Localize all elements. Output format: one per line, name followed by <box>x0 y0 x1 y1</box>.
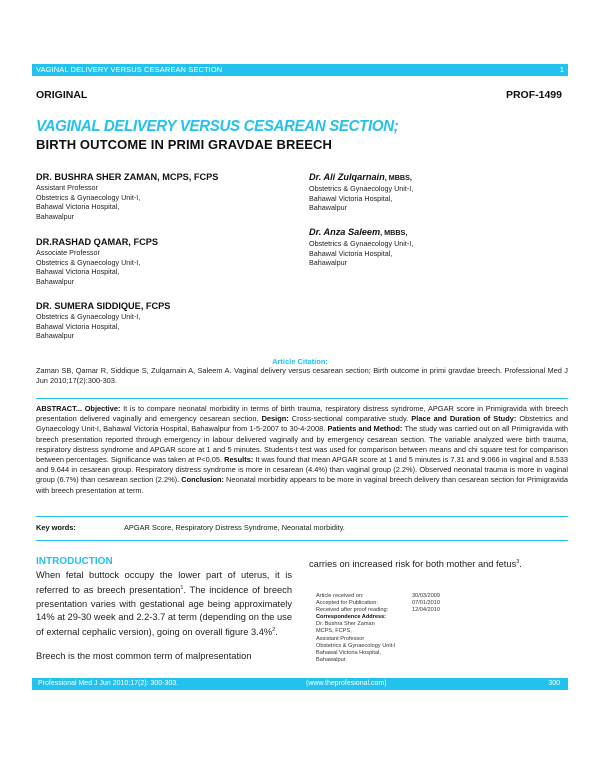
correspondence-line: Assistant Professor <box>316 635 365 642</box>
body-text: carries on increased risk for both mother and fetus <box>309 559 517 570</box>
divider <box>36 516 568 517</box>
patients-label: Patients and Method: <box>327 424 403 434</box>
author-degree: , MCPS, FCPS <box>157 172 219 182</box>
keywords-label: Key words: <box>36 523 76 532</box>
intro-paragraph-2: Breech is the most common term of malpresentation <box>36 651 252 661</box>
author-degree: , FCPS <box>140 301 171 311</box>
author-affil-line: Obstetrics & Gynaecology Unit-I, <box>36 257 141 267</box>
abstract-place: Obstetrics and Gynaecology Unit-I, Bahawal Victoria Hospital, Bahawalpur from 1-5-2007 to 30-4-2008. <box>36 414 569 434</box>
section-heading-introduction: INTRODUCTION <box>36 556 113 567</box>
abstract-patients: The study was carried out on all Primigravida with breech presentation reported through emergency in labour delivered vaginally and by emergency cesarean section. The variable analyzed were birth trauma, respiratory distress syndrome and APGAR score at 1 and 5 minutes. Students-t test was used for comparison between means and chi square test for comparison between percentages. Significance was taken at P<0.05. <box>36 424 568 465</box>
author-name: DR.RASHAD QAMAR <box>36 237 129 247</box>
abstract-label: ABSTRACT... Objective: <box>36 404 121 413</box>
reference-mark: 1 <box>180 585 184 592</box>
correspondence-box <box>316 593 548 664</box>
intro-paragraph-1 <box>36 569 292 640</box>
divider <box>36 398 568 399</box>
running-title: VAGINAL DELIVERY VERSUS CESAREAN SECTION <box>36 65 223 74</box>
author-affil-line: Bahawal Victoria Hospital, <box>309 248 393 258</box>
footer-page-number: 300 <box>548 680 560 687</box>
divider <box>36 540 568 541</box>
footer-website: (www.theprofesional.com) <box>306 680 387 687</box>
accepted-label: Accepted for Publication: <box>316 600 378 607</box>
abstract-design: Cross-sectional comparative study. <box>288 414 412 424</box>
author-block-3 <box>36 300 170 341</box>
author-affil-line: Bahawal Victoria Hospital, <box>36 202 120 212</box>
correspondence-line: Bahawalpur <box>316 656 346 663</box>
abstract-objective: It is to compare neonatal morbidity in terms of birth trauma, respiratory distress syndrome, APGAR score in Primigravida with breech presentation delivered vaginally and emergency cesarean section. <box>36 404 568 424</box>
article-subtitle: BIRTH OUTCOME IN PRIMI GRAVDAE BREECH <box>36 137 332 152</box>
author-name: DR. BUSHRA SHER ZAMAN <box>36 172 158 182</box>
author-block-4 <box>309 171 413 213</box>
author-affil-line: Bahawal Victoria Hospital, <box>309 193 393 203</box>
author-affil-line: Obstetrics & Gynaecology Unit-I, <box>36 312 141 321</box>
article-type: ORIGINAL <box>36 89 88 101</box>
conclusion-label: Conclusion: <box>181 475 224 485</box>
running-header-bar <box>32 64 568 76</box>
author-degree: , FCPS <box>128 237 158 247</box>
author-block-1 <box>36 171 218 221</box>
correspondence-line: Dr. Bushra Sher Zaman <box>316 621 375 628</box>
accepted-date: 07/01/2010 <box>412 600 440 607</box>
design-label: Design: <box>261 414 289 424</box>
abstract <box>36 404 568 496</box>
page-mark: 1 <box>559 65 564 74</box>
reference-mark: 3 <box>516 559 520 565</box>
proof-date: 12/04/2010 <box>412 607 440 614</box>
article-code: PROF-1499 <box>505 89 562 101</box>
citation-text: Zaman SB, Qamar R, Siddique S, Zulqarnain A, Saleem A. Vaginal delivery versus cesarean section; Birth outcome in primi gravdae breech. Professional Med J Jun 2010;17(2):300-303. <box>36 366 568 385</box>
proof-label: Received after proof reading: <box>316 607 389 614</box>
footer-journal: Professional Med J Jun 2010;17(2): 300-303. <box>38 680 179 687</box>
correspondence-line: MCPS, FCPS, <box>316 628 352 635</box>
body-text: . <box>519 559 522 570</box>
received-label: Article received on: <box>316 593 364 599</box>
keywords-text: APGAR Score, Respiratory Distress Syndrome, Neonatal morbidity. <box>124 523 345 532</box>
author-affil-line: Obstetrics & Gynaecology Unit-I, <box>36 192 141 202</box>
author-name: Dr. Anza Saleem <box>309 227 381 237</box>
author-affil-line: Bahawalpur <box>309 258 347 268</box>
correspondence-line: Bahawal Victoria Hospital, <box>316 649 381 656</box>
intro-text: . The incidence of breech presentation varies with gestational age being approximately 14% at 29-30 week and 2.2-3.7 at term (depending on the use of external cephalic version), going on overall figure 3.4% <box>36 585 292 638</box>
author-block-5 <box>309 226 413 268</box>
author-name: DR. SUMERA SIDDIQUE <box>36 301 141 311</box>
results-label: Results: <box>224 455 254 465</box>
abstract-results: It was found that mean APGAR score at 1 and 5 minutes is 7.31 and 9.066 in vaginal and 8.533 and 9.644 in cesarean group. Respiratory distress syndrome is more in cesarean (4.4%) than vaginal group (2.2%). Observed neonatal trauma is more in vaginal group (6.7%) than cesarean section (2.2%). <box>36 455 568 485</box>
author-affil-line: Bahawalpur <box>36 331 74 341</box>
article-title: VAGINAL DELIVERY VERSUS CESAREAN SECTION; <box>36 117 399 136</box>
author-affil-line: Bahawal Victoria Hospital, <box>36 321 120 331</box>
abstract-conclusion: Neonatal morbidity appears to be more in vaginal breech delivery than cesarean section for Primigravida with breech presentation at term. <box>36 475 568 495</box>
received-date: 30/03/2009 <box>412 593 440 599</box>
correspondence-heading: Correspondence Address: <box>316 614 387 621</box>
author-affil-line: Obstetrics & Gynaecology Unit-I, <box>309 184 414 193</box>
citation-heading: Article Citation: <box>272 357 328 366</box>
author-name: Dr. Ali Zulqarnain <box>309 172 385 182</box>
author-block-2 <box>36 236 158 286</box>
author-affil-line: Assistant Professor <box>36 183 98 192</box>
reference-mark: 2 <box>272 627 276 634</box>
place-label: Place and Duration of Study: <box>411 414 517 424</box>
author-affil-line: Bahawalpur <box>36 211 74 221</box>
author-affil-line: Obstetrics & Gynaecology Unit-I, <box>309 239 414 248</box>
intro-text: . <box>275 627 278 638</box>
footer-bar <box>32 678 568 690</box>
author-affil-line: Associate Professor <box>36 248 100 257</box>
intro-text: When fetal buttock occupy the lower part of uterus, it is referred to as breech presentation <box>36 570 292 596</box>
author-affil-line: Bahawalpur <box>36 276 74 286</box>
correspondence-line: Obstetrics & Gynaecology Unit-I <box>316 642 396 649</box>
author-degree: , MBBS, <box>380 228 408 237</box>
keywords <box>36 523 345 532</box>
author-affil-line: Bahawalpur <box>309 203 347 213</box>
author-degree: , MBBS, <box>384 173 412 182</box>
right-column-text <box>309 556 569 571</box>
author-affil-line: Bahawal Victoria Hospital, <box>36 267 120 277</box>
